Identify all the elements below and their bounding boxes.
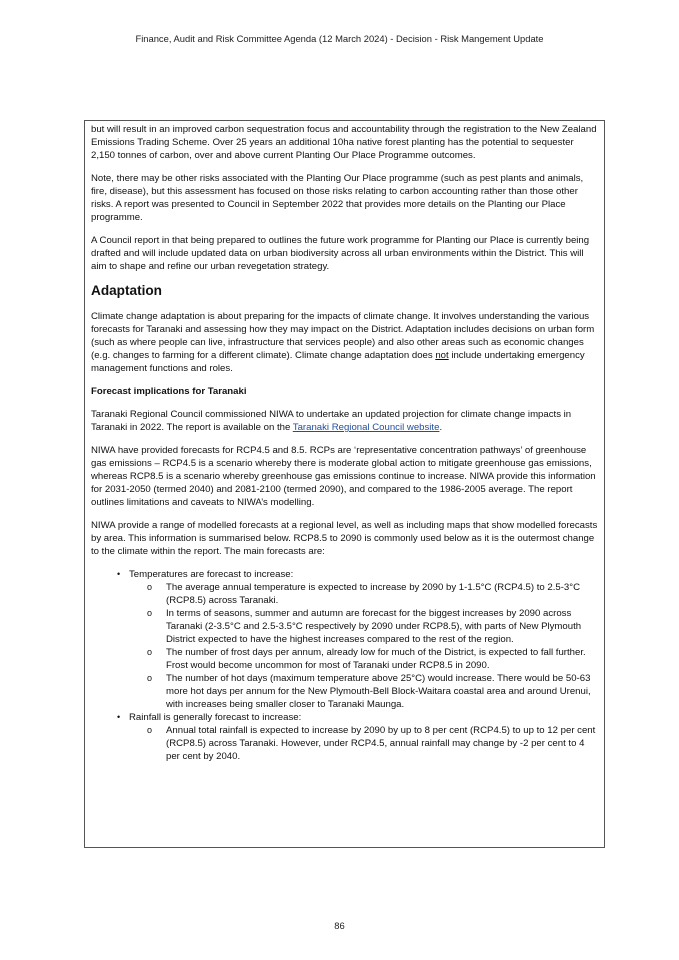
sub-bullet-glyph: o <box>147 608 153 618</box>
niwa-commissioned-end: . <box>439 422 443 433</box>
sub-item-text: The average annual temperature is expected to increase by 2090 by 1-1.5°C (RCP4.5) to 2.5-3°C (RCP8.5) across Taranaki. <box>166 582 581 606</box>
adaptation-emphasis-not: not <box>435 350 449 361</box>
sub-bullet-glyph: o <box>147 725 153 735</box>
sub-item-frost-days <box>129 646 598 672</box>
sub-item-text: The number of frost days per annum, already low for much of the District, is expected to fall further. Frost would become uncommon for most of Taranaki under RCP8.5 in 2090. <box>166 647 586 671</box>
sub-bullet-glyph: o <box>147 582 153 592</box>
sub-bullet-glyph: o <box>147 673 153 683</box>
sub-bullet-glyph: o <box>147 647 153 657</box>
sub-item-seasons <box>129 607 598 646</box>
adaptation-intro-text: Climate change adaptation is about preparing for the impacts of climate change. It involves understanding the various forecasts for Taranaki and assessing how they may impact on the District. Adaptation includes decisions on urban form (such as where people can live, infrastructure that services people) and also other areas such as economic changes (e.g. changes to farming for a different climate). Climate change adaptation does <box>91 311 595 361</box>
rainfall-sub-list <box>129 724 598 763</box>
paragraph-other-risks: Note, there may be other risks associated with the Planting Our Place programme (such as pest plants and animals, fire, disease), but this assessment has focused on those risks relating to carbon accounting rather than those other risks. A report was presented to Council in September 2022 that provides more details on the Planting our Place programme. <box>91 173 584 223</box>
content-box <box>84 120 605 848</box>
paragraph-modelled-forecasts: NIWA provide a range of modelled forecasts at a regional level, as well as including maps that show modelled forecasts by area. This information is summarised below. RCP8.5 to 2090 is commonly used below as it is the outermost change to the climate within the report. The main forecasts are: <box>91 520 598 557</box>
bullet-temperature-label: Temperatures are forecast to increase: <box>129 569 294 580</box>
paragraph-rcp-explanation: NIWA have provided forecasts for RCP4.5 and 8.5. RCPs are ‘representative concentration pathways’ of greenhouse gas emissions – RCP4.5 is a scenario whereby there is moderate global action to mitigate greenhouse gas emissions, whereas RCP8.5 is a scenario whereby greenhouse gas emissions continue to increase. NIWA provide this information for 2031-2050 (termed 2040) and 2081-2100 (termed 2090), and compared to the 1986-2005 average. The report outlines limitations and caveats to NIWA’s modelling. <box>91 445 596 508</box>
paragraph-carbon-sequestration: but will result in an improved carbon sequestration focus and accountability through the registration to the New Zealand Emissions Trading Scheme. Over 25 years an additional 10ha native forest planting has the potential to sequester 2,150 tonnes of carbon, over and above current Planting Our Place Programme outcomes. <box>91 124 597 161</box>
bullet-rainfall <box>91 711 598 763</box>
section-heading-adaptation: Adaptation <box>91 283 162 298</box>
adaptation-intro-text-end: include undertaking emergency management functions and roles. <box>91 350 585 374</box>
subheading-forecast-implications: Forecast implications for Taranaki <box>91 386 247 397</box>
sub-item-annual-temperature <box>129 581 598 607</box>
paragraph-council-report: A Council report in that being prepared to outlines the future work programme for Planting our Place is currently being drafted and will include updated data on urban biodiversity across all urban environments within the District. This will aim to shape and refine our urban revegetation strategy. <box>91 235 590 272</box>
trc-website-link[interactable]: Taranaki Regional Council website <box>292 422 440 433</box>
sub-item-hot-days <box>129 672 598 711</box>
forecast-bullet-list <box>91 568 598 763</box>
sub-item-annual-rainfall <box>129 724 598 763</box>
bullet-rainfall-label: Rainfall is generally forecast to increase: <box>129 712 302 723</box>
bullet-temperature <box>91 568 598 711</box>
paragraph-adaptation-intro <box>91 310 598 375</box>
page-number: 86 <box>334 920 345 931</box>
sub-item-text: The number of hot days (maximum temperature above 25°C) would increase. There would be 50-63 more hot days per annum for the New Plymouth-Bell Block-Waitara coastal area and around Urenui, with increases being smaller closer to Taranaki Maunga. <box>166 673 591 710</box>
niwa-commissioned-text: Taranaki Regional Council commissioned NIWA to undertake an updated projection for climate change impacts in Taranaki in 2022. The report is available on the <box>91 409 572 433</box>
bullet-glyph: • <box>117 712 121 722</box>
temperature-sub-list <box>129 581 598 711</box>
bullet-glyph: • <box>117 569 121 579</box>
paragraph-niwa-commissioned <box>91 408 598 434</box>
sub-item-text: In terms of seasons, summer and autumn are forecast for the biggest increases by 2090 across Taranaki (2-3.5°C and 2.5-3.5°C respectively by 2090 under RCP8.5), with parts of New Plymouth District expected to have the highest increases compared to the rest of the region. <box>166 608 582 645</box>
running-header: Finance, Audit and Risk Committee Agenda (12 March 2024) - Decision - Risk Mangement Update <box>135 33 544 44</box>
sub-item-text: Annual total rainfall is expected to increase by 2090 by up to 8 per cent (RCP4.5) to up to 12 per cent (RCP8.5) across Taranaki. However, under RCP4.5, annual rainfall may change by -2 per cent to 4 per cent by 2040. <box>166 725 596 762</box>
